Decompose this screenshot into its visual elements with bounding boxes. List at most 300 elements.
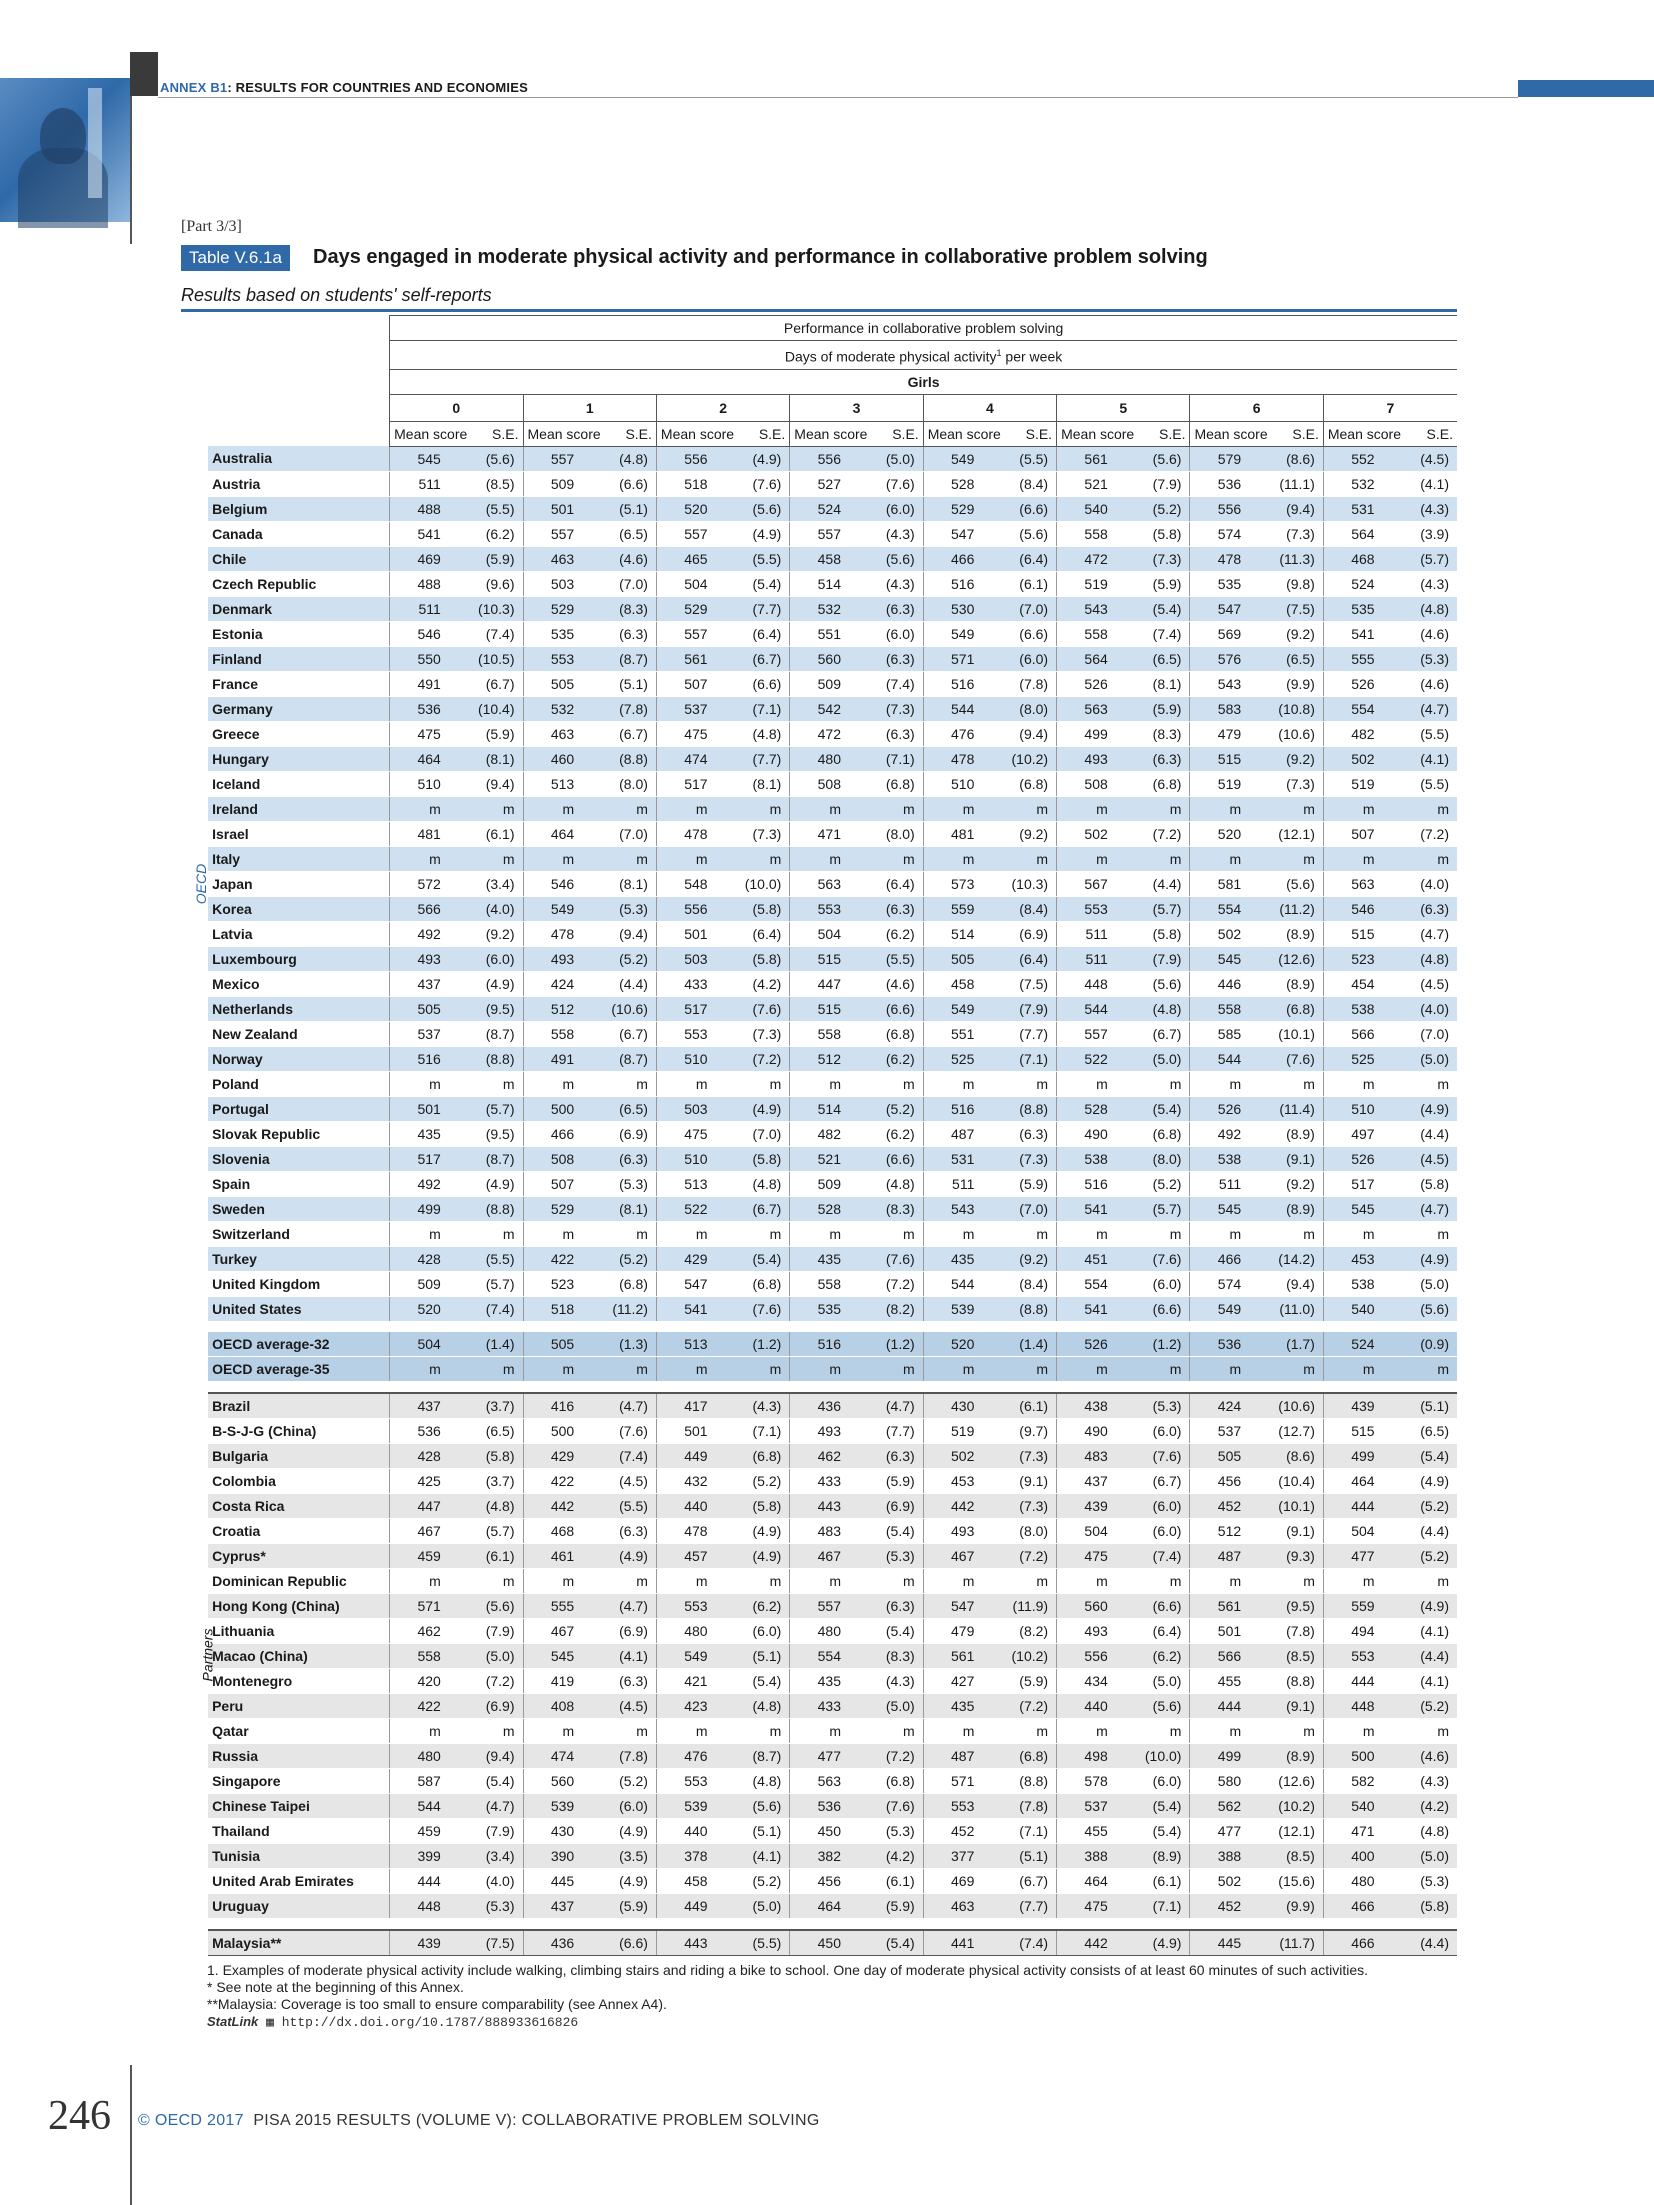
- se-cell: (5.0): [1122, 1046, 1190, 1071]
- se-cell: (7.3): [1122, 546, 1190, 571]
- mean-score-cell: 472: [1057, 546, 1122, 571]
- mean-score-cell: 510: [656, 1046, 721, 1071]
- country-name: Mexico: [208, 971, 390, 996]
- mean-score-cell: 581: [1190, 871, 1255, 896]
- se-cell: (9.3): [1255, 1543, 1323, 1568]
- country-name: Sweden: [208, 1196, 390, 1221]
- annex-label: ANNEX B1: [160, 80, 228, 95]
- mean-score-cell: 505: [523, 1332, 588, 1357]
- country-name: France: [208, 671, 390, 696]
- header-days-group: 5: [1057, 394, 1190, 421]
- statlink-label: StatLink: [207, 2014, 259, 2029]
- se-cell: (5.2): [1122, 1171, 1190, 1196]
- mean-score-cell: 508: [1057, 771, 1122, 796]
- se-cell: (8.8): [455, 1046, 523, 1071]
- oecd-group-label: OECD: [193, 863, 210, 904]
- table-row: [181, 1668, 1457, 1693]
- se-cell: (9.9): [1255, 671, 1323, 696]
- se-cell: (7.2): [855, 1743, 923, 1768]
- se-cell: (4.9): [1389, 1593, 1457, 1618]
- header-blank: [208, 316, 390, 341]
- mean-score-cell: 445: [1190, 1930, 1255, 1956]
- se-cell: (8.8): [988, 1768, 1056, 1793]
- se-cell: (4.9): [455, 1171, 523, 1196]
- mean-score-cell: 427: [923, 1668, 988, 1693]
- mean-score-cell: 455: [1057, 1818, 1122, 1843]
- mean-score-cell: 390: [523, 1843, 588, 1868]
- mean-score-cell: 500: [1323, 1743, 1388, 1768]
- se-cell: (4.4): [1389, 1121, 1457, 1146]
- mean-score-cell: 544: [923, 696, 988, 721]
- mean-score-cell: 457: [656, 1543, 721, 1568]
- mean-score-cell: 436: [790, 1393, 855, 1419]
- mean-score-cell: 541: [1057, 1196, 1122, 1221]
- se-cell: (8.1): [722, 771, 790, 796]
- mean-score-cell: 536: [390, 1418, 455, 1443]
- se-cell: m: [988, 1356, 1056, 1381]
- mean-score-cell: 475: [1057, 1893, 1122, 1918]
- se-cell: (10.1): [1255, 1493, 1323, 1518]
- se-cell: (6.9): [588, 1121, 656, 1146]
- mean-score-cell: 515: [790, 946, 855, 971]
- se-cell: (8.9): [1255, 1121, 1323, 1146]
- se-cell: (4.2): [722, 971, 790, 996]
- mean-score-cell: 479: [923, 1618, 988, 1643]
- table-row: [181, 796, 1457, 821]
- se-cell: (6.8): [1255, 996, 1323, 1021]
- mean-score-cell: 436: [523, 1930, 588, 1956]
- mean-score-cell: 522: [656, 1196, 721, 1221]
- se-cell: m: [722, 1356, 790, 1381]
- se-cell: m: [588, 846, 656, 871]
- se-cell: (4.8): [1122, 996, 1190, 1021]
- mean-score-cell: 442: [1057, 1930, 1122, 1956]
- statlink-url[interactable]: http://dx.doi.org/10.1787/888933616826: [281, 2015, 579, 2030]
- mean-score-cell: 585: [1190, 1021, 1255, 1046]
- mean-score-cell: 446: [1190, 971, 1255, 996]
- se-cell: (5.8): [1122, 921, 1190, 946]
- mean-score-cell: 453: [1323, 1246, 1388, 1271]
- se-cell: (7.7): [722, 596, 790, 621]
- se-cell: (9.4): [1255, 496, 1323, 521]
- mean-score-cell: 519: [1057, 571, 1122, 596]
- mean-score-cell: 545: [1323, 1196, 1388, 1221]
- country-name: Uruguay: [208, 1893, 390, 1918]
- se-cell: (5.7): [1389, 546, 1457, 571]
- se-cell: (5.2): [855, 1096, 923, 1121]
- se-cell: (9.1): [988, 1468, 1056, 1493]
- mean-score-cell: 517: [656, 996, 721, 1021]
- mean-score-cell: 477: [790, 1743, 855, 1768]
- se-cell: (4.1): [588, 1643, 656, 1668]
- se-cell: (4.7): [588, 1393, 656, 1419]
- mean-score-cell: 466: [1323, 1893, 1388, 1918]
- header-se: S.E.: [722, 421, 790, 446]
- mean-score-cell: 400: [1323, 1843, 1388, 1868]
- mean-score-cell: 556: [656, 896, 721, 921]
- mean-score-cell: 553: [523, 646, 588, 671]
- group-label-cell: [181, 1393, 216, 1919]
- se-cell: (7.4): [588, 1443, 656, 1468]
- se-cell: (12.1): [1255, 821, 1323, 846]
- mean-score-cell: 430: [923, 1393, 988, 1419]
- se-cell: m: [588, 1718, 656, 1743]
- se-cell: (9.1): [1255, 1518, 1323, 1543]
- mean-score-cell: 468: [523, 1518, 588, 1543]
- se-cell: (8.0): [988, 1518, 1056, 1543]
- se-cell: (8.1): [1122, 671, 1190, 696]
- mean-score-cell: 563: [1323, 871, 1388, 896]
- mean-score-cell: 547: [923, 1593, 988, 1618]
- country-name: Lithuania: [208, 1618, 390, 1643]
- mean-score-cell: m: [1190, 1221, 1255, 1246]
- country-name: Latvia: [208, 921, 390, 946]
- se-cell: (6.6): [988, 621, 1056, 646]
- se-cell: (6.8): [1122, 1121, 1190, 1146]
- mean-score-cell: 433: [790, 1468, 855, 1493]
- mean-score-cell: 544: [1190, 1046, 1255, 1071]
- mean-score-cell: 504: [656, 571, 721, 596]
- se-cell: (8.2): [855, 1296, 923, 1321]
- mean-score-cell: 549: [523, 896, 588, 921]
- se-cell: m: [1389, 1071, 1457, 1096]
- mean-score-cell: 548: [656, 871, 721, 896]
- table-title: Days engaged in moderate physical activity and performance in collaborative problem solving: [313, 246, 1208, 268]
- mean-score-cell: 526: [1323, 1146, 1388, 1171]
- mean-score-cell: 579: [1190, 446, 1255, 471]
- mean-score-cell: 493: [523, 946, 588, 971]
- se-cell: (4.1): [1389, 1668, 1457, 1693]
- se-cell: (6.6): [1122, 1296, 1190, 1321]
- mean-score-cell: 501: [523, 496, 588, 521]
- mean-score-cell: m: [790, 1568, 855, 1593]
- se-cell: (7.4): [455, 1296, 523, 1321]
- country-name: Chinese Taipei: [208, 1793, 390, 1818]
- country-name: Peru: [208, 1693, 390, 1718]
- mean-score-cell: 551: [923, 1021, 988, 1046]
- se-cell: (12.1): [1255, 1818, 1323, 1843]
- se-cell: (5.8): [722, 896, 790, 921]
- se-cell: (4.2): [855, 1843, 923, 1868]
- se-cell: m: [455, 1568, 523, 1593]
- se-cell: (4.9): [1389, 1246, 1457, 1271]
- se-cell: (4.3): [855, 521, 923, 546]
- mean-score-cell: 422: [390, 1693, 455, 1718]
- se-cell: m: [1255, 1718, 1323, 1743]
- mean-score-cell: m: [790, 1718, 855, 1743]
- page-number: 246: [48, 2093, 111, 2139]
- mean-score-cell: 475: [390, 721, 455, 746]
- mean-score-cell: m: [523, 1568, 588, 1593]
- se-cell: (6.4): [988, 546, 1056, 571]
- mean-score-cell: 433: [790, 1693, 855, 1718]
- mean-score-cell: m: [923, 1221, 988, 1246]
- header-days-text: Days of moderate physical activity: [784, 348, 997, 365]
- se-cell: (4.8): [722, 1171, 790, 1196]
- se-cell: (7.1): [988, 1046, 1056, 1071]
- part-indicator: [Part 3/3]: [181, 218, 242, 235]
- mean-score-cell: 545: [1190, 946, 1255, 971]
- mean-score-cell: 571: [923, 646, 988, 671]
- mean-score-cell: 467: [923, 1543, 988, 1568]
- mean-score-cell: 572: [390, 871, 455, 896]
- se-cell: (7.9): [1122, 946, 1190, 971]
- se-cell: (4.6): [1389, 671, 1457, 696]
- mean-score-cell: m: [523, 1718, 588, 1743]
- mean-score-cell: 529: [923, 496, 988, 521]
- country-name: Thailand: [208, 1818, 390, 1843]
- table-row: [181, 1643, 1457, 1668]
- mean-score-cell: m: [523, 1071, 588, 1096]
- se-cell: (3.7): [455, 1393, 523, 1419]
- table-row: [181, 1393, 1457, 1419]
- mean-score-cell: 536: [1190, 471, 1255, 496]
- se-cell: (12.6): [1255, 946, 1323, 971]
- se-cell: (9.4): [988, 721, 1056, 746]
- se-cell: (4.8): [1389, 596, 1457, 621]
- statlink[interactable]: [207, 2013, 1457, 2031]
- se-cell: m: [455, 796, 523, 821]
- mean-score-cell: 399: [390, 1843, 455, 1868]
- se-cell: (10.3): [988, 871, 1056, 896]
- se-cell: m: [588, 1568, 656, 1593]
- header-blank: [208, 394, 390, 421]
- mean-score-cell: m: [1057, 846, 1122, 871]
- se-cell: (4.9): [722, 446, 790, 471]
- se-cell: (6.3): [855, 721, 923, 746]
- se-cell: (9.5): [1255, 1593, 1323, 1618]
- se-cell: (7.6): [1255, 1046, 1323, 1071]
- mean-score-cell: 452: [1190, 1893, 1255, 1918]
- mean-score-cell: 493: [1057, 746, 1122, 771]
- se-cell: m: [588, 1071, 656, 1096]
- mean-score-cell: m: [1190, 1356, 1255, 1381]
- se-cell: (6.6): [988, 496, 1056, 521]
- mean-score-cell: 538: [1190, 1146, 1255, 1171]
- mean-score-cell: 488: [390, 571, 455, 596]
- se-cell: (6.5): [588, 521, 656, 546]
- mean-score-cell: 549: [923, 621, 988, 646]
- mean-score-cell: 438: [1057, 1393, 1122, 1419]
- table-row: [181, 1930, 1457, 1956]
- se-cell: (7.6): [855, 471, 923, 496]
- country-name: Czech Republic: [208, 571, 390, 596]
- se-cell: (8.0): [1122, 1146, 1190, 1171]
- mean-score-cell: m: [1323, 796, 1388, 821]
- se-cell: (15.6): [1255, 1868, 1323, 1893]
- country-name: Iceland: [208, 771, 390, 796]
- se-cell: (1.4): [988, 1332, 1056, 1357]
- table-row: [181, 696, 1457, 721]
- mean-score-cell: 430: [523, 1818, 588, 1843]
- mean-score-cell: 573: [923, 871, 988, 896]
- se-cell: (5.4): [722, 1246, 790, 1271]
- se-cell: (5.6): [855, 546, 923, 571]
- mean-score-cell: 469: [390, 546, 455, 571]
- se-cell: (6.1): [988, 1393, 1056, 1419]
- table-row: [181, 1593, 1457, 1618]
- mean-score-cell: 517: [1323, 1171, 1388, 1196]
- mean-score-cell: 515: [1190, 746, 1255, 771]
- mean-score-cell: 468: [1323, 546, 1388, 571]
- mean-score-cell: 462: [790, 1443, 855, 1468]
- se-cell: (6.2): [855, 1121, 923, 1146]
- mean-score-cell: 557: [790, 1593, 855, 1618]
- se-cell: (11.0): [1255, 1296, 1323, 1321]
- mean-score-cell: 553: [656, 1021, 721, 1046]
- se-cell: (6.4): [722, 921, 790, 946]
- mean-score-cell: 435: [923, 1693, 988, 1718]
- se-cell: (5.4): [855, 1518, 923, 1543]
- running-header: [160, 80, 528, 95]
- mean-score-cell: 481: [923, 821, 988, 846]
- mean-score-cell: m: [390, 1568, 455, 1593]
- se-cell: (6.6): [588, 471, 656, 496]
- se-cell: (7.6): [1122, 1246, 1190, 1271]
- mean-score-cell: 574: [1190, 1271, 1255, 1296]
- se-cell: (5.5): [455, 496, 523, 521]
- mean-score-cell: 558: [523, 1021, 588, 1046]
- se-cell: (3.7): [455, 1468, 523, 1493]
- country-name: Russia: [208, 1743, 390, 1768]
- se-cell: (4.3): [855, 1668, 923, 1693]
- country-name: Hong Kong (China): [208, 1593, 390, 1618]
- mean-score-cell: 481: [390, 821, 455, 846]
- se-cell: (5.4): [722, 571, 790, 596]
- mean-score-cell: 516: [1057, 1171, 1122, 1196]
- se-cell: (7.3): [722, 821, 790, 846]
- se-cell: (7.4): [988, 1930, 1056, 1956]
- table-row: [181, 1071, 1457, 1096]
- mean-score-cell: 558: [790, 1271, 855, 1296]
- mean-score-cell: 583: [1190, 696, 1255, 721]
- se-cell: (7.0): [988, 1196, 1056, 1221]
- country-name: United Kingdom: [208, 1271, 390, 1296]
- mean-score-cell: 437: [523, 1893, 588, 1918]
- mean-score-cell: 582: [1323, 1768, 1388, 1793]
- se-cell: (8.9): [1255, 971, 1323, 996]
- header-mean-score: Mean score: [1190, 421, 1255, 446]
- mean-score-cell: m: [923, 1356, 988, 1381]
- mean-score-cell: 511: [1057, 921, 1122, 946]
- mean-score-cell: 549: [923, 446, 988, 471]
- se-cell: m: [588, 1356, 656, 1381]
- se-cell: (5.3): [855, 1543, 923, 1568]
- mean-score-cell: 528: [1057, 1096, 1122, 1121]
- se-cell: (5.6): [455, 1593, 523, 1618]
- se-cell: (7.3): [1255, 521, 1323, 546]
- se-cell: (10.0): [1122, 1743, 1190, 1768]
- table-row: [181, 1518, 1457, 1543]
- se-cell: m: [722, 1718, 790, 1743]
- se-cell: m: [988, 1568, 1056, 1593]
- mean-score-cell: 472: [790, 721, 855, 746]
- se-cell: m: [988, 1071, 1056, 1096]
- header-se: S.E.: [1122, 421, 1190, 446]
- se-cell: (8.3): [855, 1643, 923, 1668]
- header-blank: [208, 421, 390, 446]
- se-cell: (4.5): [1389, 446, 1457, 471]
- se-cell: (6.3): [855, 1443, 923, 1468]
- se-cell: (11.9): [988, 1593, 1056, 1618]
- mean-score-cell: m: [523, 1221, 588, 1246]
- se-cell: (5.2): [722, 1868, 790, 1893]
- se-cell: (7.5): [1255, 596, 1323, 621]
- mean-score-cell: 421: [656, 1668, 721, 1693]
- mean-score-cell: 561: [923, 1643, 988, 1668]
- mean-score-cell: 429: [656, 1246, 721, 1271]
- mean-score-cell: m: [656, 846, 721, 871]
- se-cell: m: [1389, 1221, 1457, 1246]
- country-name: Israel: [208, 821, 390, 846]
- mean-score-cell: 422: [523, 1468, 588, 1493]
- table-row: [181, 1418, 1457, 1443]
- mean-score-cell: 560: [1057, 1593, 1122, 1618]
- se-cell: (6.7): [588, 721, 656, 746]
- mean-score-cell: 444: [1323, 1493, 1388, 1518]
- mean-score-cell: 471: [1323, 1818, 1388, 1843]
- spacer: [181, 1381, 1457, 1393]
- se-cell: (7.7): [988, 1021, 1056, 1046]
- se-cell: m: [1255, 1221, 1323, 1246]
- se-cell: (6.3): [855, 596, 923, 621]
- mean-score-cell: 428: [390, 1246, 455, 1271]
- country-name: United Arab Emirates: [208, 1868, 390, 1893]
- se-cell: m: [1122, 796, 1190, 821]
- se-cell: (6.0): [722, 1618, 790, 1643]
- header-blank: [181, 394, 208, 421]
- se-cell: (3.4): [455, 1843, 523, 1868]
- se-cell: (14.2): [1255, 1246, 1323, 1271]
- mean-score-cell: 544: [390, 1793, 455, 1818]
- se-cell: (6.5): [1389, 1418, 1457, 1443]
- se-cell: (5.2): [722, 1468, 790, 1493]
- mean-score-cell: m: [790, 1221, 855, 1246]
- mean-score-cell: 566: [1190, 1643, 1255, 1668]
- mean-score-cell: 544: [1057, 996, 1122, 1021]
- mean-score-cell: 546: [1323, 896, 1388, 921]
- header-se: S.E.: [988, 421, 1056, 446]
- se-cell: (6.8): [855, 1768, 923, 1793]
- mean-score-cell: 478: [656, 1518, 721, 1543]
- mean-score-cell: 458: [923, 971, 988, 996]
- country-name: Greece: [208, 721, 390, 746]
- mean-score-cell: 437: [1057, 1468, 1122, 1493]
- mean-score-cell: 494: [1323, 1618, 1388, 1643]
- se-cell: (6.6): [855, 996, 923, 1021]
- se-cell: (5.4): [855, 1930, 923, 1956]
- se-cell: (9.4): [588, 921, 656, 946]
- se-cell: (6.4): [1122, 1618, 1190, 1643]
- se-cell: (7.2): [1389, 821, 1457, 846]
- mean-score-cell: m: [656, 1071, 721, 1096]
- mean-score-cell: 504: [1057, 1518, 1122, 1543]
- se-cell: (6.0): [1122, 1768, 1190, 1793]
- mean-score-cell: 445: [523, 1868, 588, 1893]
- mean-score-cell: 551: [790, 621, 855, 646]
- mean-score-cell: 452: [1190, 1493, 1255, 1518]
- mean-score-cell: 450: [790, 1930, 855, 1956]
- mean-score-cell: 474: [523, 1743, 588, 1768]
- se-cell: (5.8): [722, 1493, 790, 1518]
- mean-score-cell: 543: [1190, 671, 1255, 696]
- country-name: Australia: [208, 446, 390, 471]
- mean-score-cell: 549: [923, 996, 988, 1021]
- mean-score-cell: 546: [523, 871, 588, 896]
- country-name: OECD average-35: [208, 1356, 390, 1381]
- table-row: [181, 1843, 1457, 1868]
- se-cell: (8.5): [1255, 1643, 1323, 1668]
